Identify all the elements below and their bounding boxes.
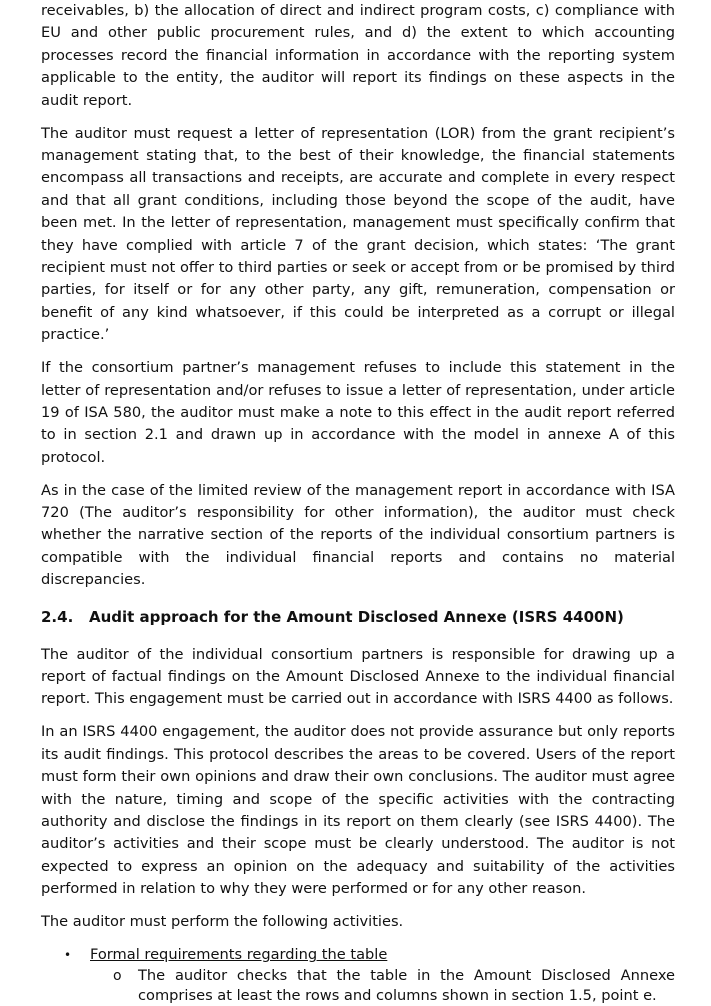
activities-list bbox=[41, 944, 675, 1006]
section-title: Audit approach for the Amount Disclosed Annexe (ISRS 4400N) bbox=[89, 607, 624, 626]
list-item bbox=[41, 944, 675, 1006]
sub-list bbox=[90, 966, 675, 1006]
sub-item-text: The auditor checks that the table in the Amount Disclosed Annexe comprises at least the rows and columns shown in section 1.5, point e. bbox=[138, 967, 675, 1005]
bullet-label: Formal requirements regarding the table bbox=[90, 946, 388, 964]
paragraph-letter-of-representation: The auditor must request a letter of representation (LOR) from the grant recipient’s management stating that, to the best of their knowledge, the financial statements encompass all transactions and receipts, are accurate and complete in every respect and that all grant conditions, including those beyond the scope of the audit, have been met. In the letter of representation, management must specifically confirm that they have complied with article 7 of the grant decision, which states: ‘The grant recipient must not offer to third parties or seek or accept from or be promised by third parties, for itself or for any other party, any gift, remuneration, compensation or benefit of any kind whatsoever, if this could be interpreted as a corrupt or illegal practice.’ bbox=[41, 124, 675, 344]
paragraph-isa-720: As in the case of the limited review of the management report in accordance with ISA 720 (The auditor’s responsibility for other information), the auditor must check whether the narrative section of the reports of the individual consortium partners is compatible with the individual financial reports and contains no material discrepancies. bbox=[41, 481, 675, 589]
paragraph-management-refusal: If the consortium partner’s management refuses to include this statement in the letter of representation and/or refuses to issue a letter of representation, under article 19 of ISA 580, the auditor must make a note to this effect in the audit report referred to in section 2.1 and drawn up in accordance with the model in annexe A of this protocol. bbox=[41, 359, 675, 466]
paragraph-findings: receivables, b) the allocation of direct and indirect program costs, c) compliance with EU and other public procurement rules, and d) the extent to which accounting processes record the financial information in accordance with the reporting system applicable to the entity, the auditor will report its findings on these aspects in the audit report. bbox=[41, 2, 675, 109]
paragraph-factual-findings: The auditor of the individual consortium partners is responsible for drawing up a report of factual findings on the Amount Disclosed Annexe to the individual financial report. This engagement must be carried out in accordance with ISRS 4400 as follows. bbox=[41, 645, 675, 708]
bullet-marker: • bbox=[64, 948, 72, 963]
paragraph-activities-intro: The auditor must perform the following activities. bbox=[41, 913, 404, 931]
document-page bbox=[41, 0, 675, 1006]
section-heading bbox=[41, 606, 675, 628]
sub-bullet-marker: o bbox=[113, 968, 122, 985]
sub-list-item bbox=[90, 966, 675, 1006]
section-number: 2.4. bbox=[41, 607, 74, 626]
paragraph-isrs-4400-engagement: In an ISRS 4400 engagement, the auditor does not provide assurance but only reports its audit findings. This protocol describes the areas to be covered. Users of the report must form their own opinions and draw their own conclusions. The auditor must agree with the nature, timing and scope of the specific activities with the contracting authority and disclose the findings in its report on them clearly (see ISRS 4400). The auditor’s activities and their scope must be clearly understood. The auditor is not expected to express an opinion on the adequacy and suitability of the activities performed in relation to why they were performed or for any other reason. bbox=[41, 723, 675, 898]
